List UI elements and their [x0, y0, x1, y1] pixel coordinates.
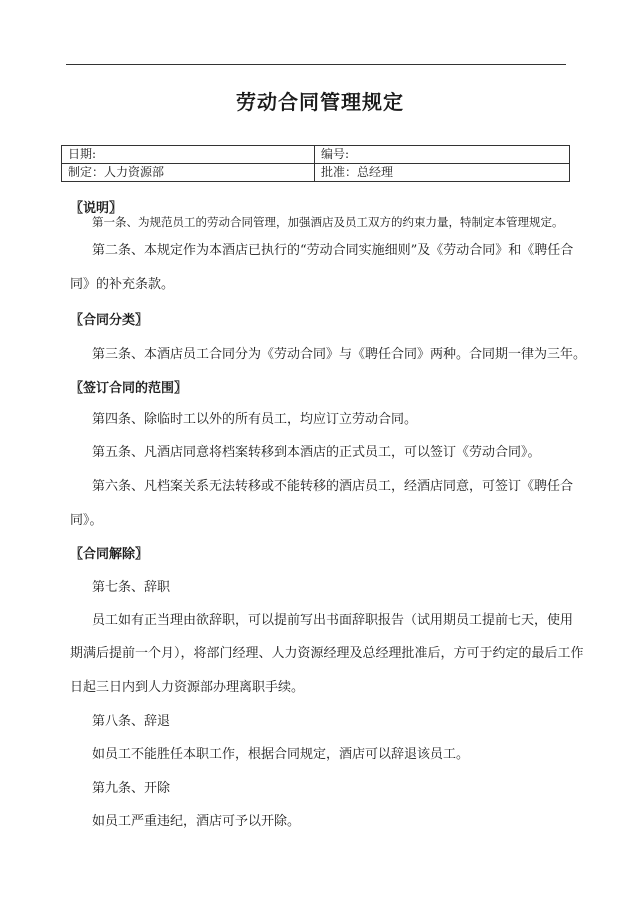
article-1: 第一条、为规范员工的劳动合同管理，加强酒店及员工双方的约束力量，特制定本管理规定。 [92, 215, 564, 229]
article-4: 第四条、除临时工以外的所有员工，均应订立劳动合同。 [92, 412, 418, 427]
section-heading-contract-types: 〖合同分类〗 [70, 313, 149, 328]
header-rule [66, 64, 566, 65]
article-5: 第五条、凡酒店同意将档案转移到本酒店的正式员工，可以签订《劳动合同》。 [92, 445, 541, 460]
article-7-line-3: 日起三日内到人力资源部办理离职手续。 [70, 680, 305, 695]
article-7-line-1: 员工如有正当理由欲辞职，可以提前写出书面辞职报告（试用期员工提前七天，使用 [92, 613, 574, 628]
article-8-heading: 第八条、辞退 [92, 714, 171, 729]
article-6-line-2: 同》。 [70, 513, 103, 528]
section-heading-contract-scope: 〖签订合同的范围〗 [70, 381, 188, 396]
article-7-heading: 第七条、辞职 [92, 580, 171, 595]
section-heading-explanation: 〖说明〗 [70, 201, 123, 216]
article-9-heading: 第九条、开除 [92, 781, 171, 796]
article-2-line-1: 第二条、本规定作为本酒店已执行的“劳动合同实施细则”及《劳动合同》和《聘任合 [92, 243, 574, 258]
number-cell: 编号: [315, 146, 570, 164]
meta-table [61, 145, 570, 182]
article-7-line-2: 期满后提前一个月），将部门经理、人力资源经理及总经理批准后，方可于约定的最后工作 [70, 646, 584, 661]
approver-cell: 批准：总经理 [315, 164, 570, 182]
article-9-line-1: 如员工严重违纪，酒店可予以开除。 [92, 814, 301, 829]
author-cell: 制定：人力资源部 [62, 164, 315, 182]
article-3: 第三条、本酒店员工合同分为《劳动合同》与《聘任合同》两种。合同期一律为三年。 [92, 347, 587, 362]
date-cell: 日期: [62, 146, 315, 164]
article-2-line-2: 同》的补充条款。 [70, 277, 175, 292]
article-8-line-1: 如员工不能胜任本职工作，根据合同规定，酒店可以辞退该员工。 [92, 747, 470, 762]
article-6-line-1: 第六条、凡档案关系无法转移或不能转移的酒店员工，经酒店同意，可签订《聘任合 [92, 479, 574, 494]
document-title: 劳动合同管理规定 [236, 90, 404, 114]
section-heading-termination: 〖合同解除〗 [70, 547, 149, 562]
